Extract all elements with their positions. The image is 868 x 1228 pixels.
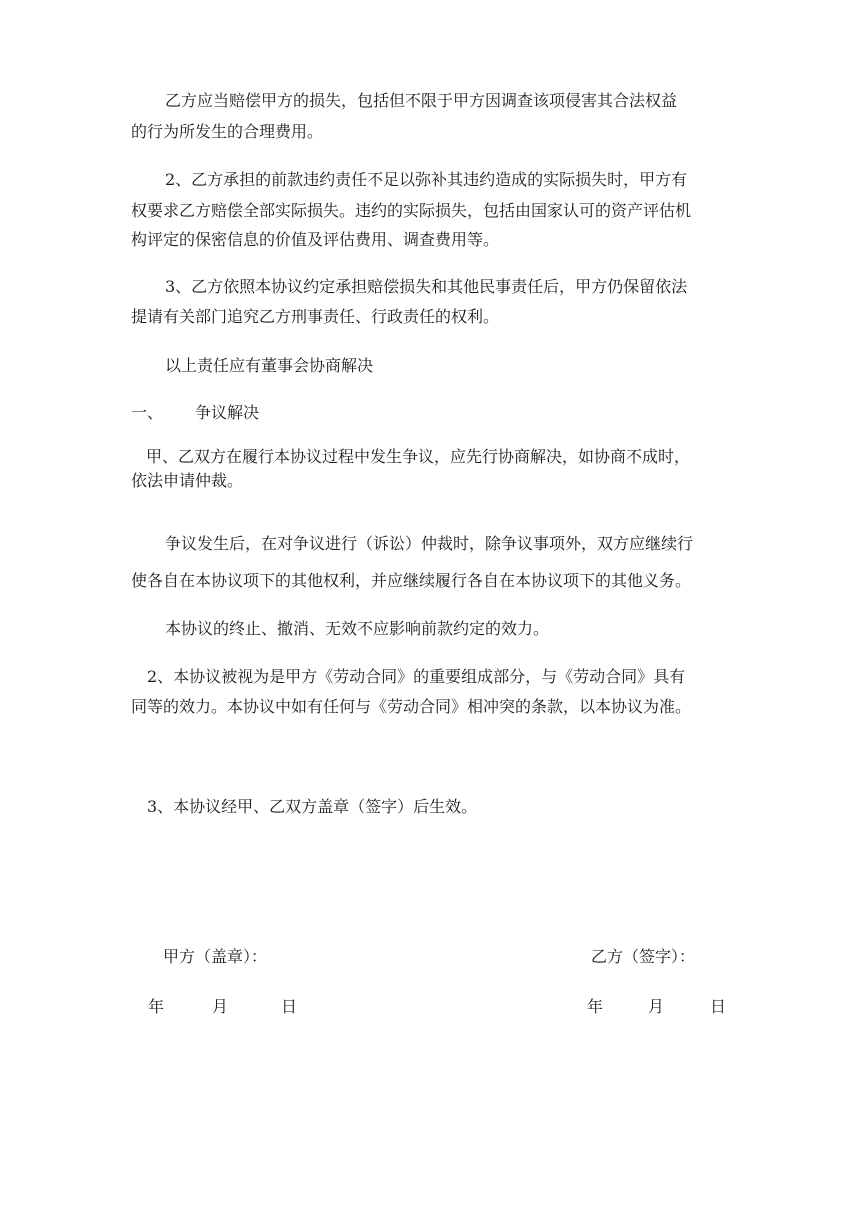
party-a-day: 日 <box>281 997 298 1016</box>
paragraph-loss-compensation-line-1: 乙方应当赔偿甲方的损失，包括但不限于甲方因调查该项侵害其合法权益 <box>165 91 678 110</box>
paragraph-clause-3-line-1: 3、乙方依照本协议约定承担赔偿损失和其他民事责任后，甲方仍保留依法 <box>165 277 688 296</box>
paragraph-clause-2-line-3: 构评定的保密信息的价值及评估费用、调查费用等。 <box>131 230 500 249</box>
paragraph-labor-contract-line-1: 2、本协议被视为是甲方《劳动合同》的重要组成部分，与《劳动合同》具有 <box>147 667 686 686</box>
paragraph-continue-obligations-line-1: 争议发生后，在对争议进行（诉讼）仲裁时，除争议事项外，双方应继续行 <box>165 534 694 553</box>
party-b-day: 日 <box>710 997 727 1016</box>
paragraph-loss-compensation-line-2: 的行为所发生的合理费用。 <box>131 122 324 141</box>
paragraph-termination-effect: 本协议的终止、撤消、无效不应影响前款约定的效力。 <box>165 619 550 638</box>
paragraph-board-resolution: 以上责任应有董事会协商解决 <box>165 356 374 375</box>
paragraph-effective-upon-seal: 3、本协议经甲、乙双方盖章（签字）后生效。 <box>147 797 478 816</box>
paragraph-continue-obligations-line-2: 使各自在本协议项下的其他权利，并应继续履行各自在本协议项下的其他义务。 <box>131 571 692 590</box>
paragraph-dispute-negotiation-line-2: 依法申请仲裁。 <box>131 471 244 490</box>
party-a-year: 年 <box>148 997 165 1016</box>
paragraph-labor-contract-line-2: 同等的效力。本协议中如有任何与《劳动合同》相冲突的条款，以本协议为准。 <box>131 697 692 716</box>
party-a-month: 月 <box>212 997 229 1016</box>
party-b-year: 年 <box>587 997 604 1016</box>
party-b-sign-label: 乙方（签字）： <box>591 947 696 966</box>
paragraph-clause-2-line-2: 权要求乙方赔偿全部实际损失。违约的实际损失，包括由国家认可的资产评估机 <box>131 201 692 220</box>
paragraph-dispute-negotiation-line-1: 甲、乙双方在履行本协议过程中发生争议，应先行协商解决，如协商不成时， <box>146 447 691 466</box>
party-a-seal-label: 甲方（盖章）： <box>163 947 268 966</box>
paragraph-clause-2-line-1: 2、乙方承担的前款违约责任不足以弥补其违约造成的实际损失时，甲方有 <box>165 170 688 189</box>
section-number: 一、 <box>131 403 164 422</box>
party-b-month: 月 <box>648 997 665 1016</box>
section-title: 争议解决 <box>195 403 260 422</box>
paragraph-clause-3-line-2: 提请有关部门追究乙方刑事责任、行政责任的权利。 <box>131 307 500 326</box>
